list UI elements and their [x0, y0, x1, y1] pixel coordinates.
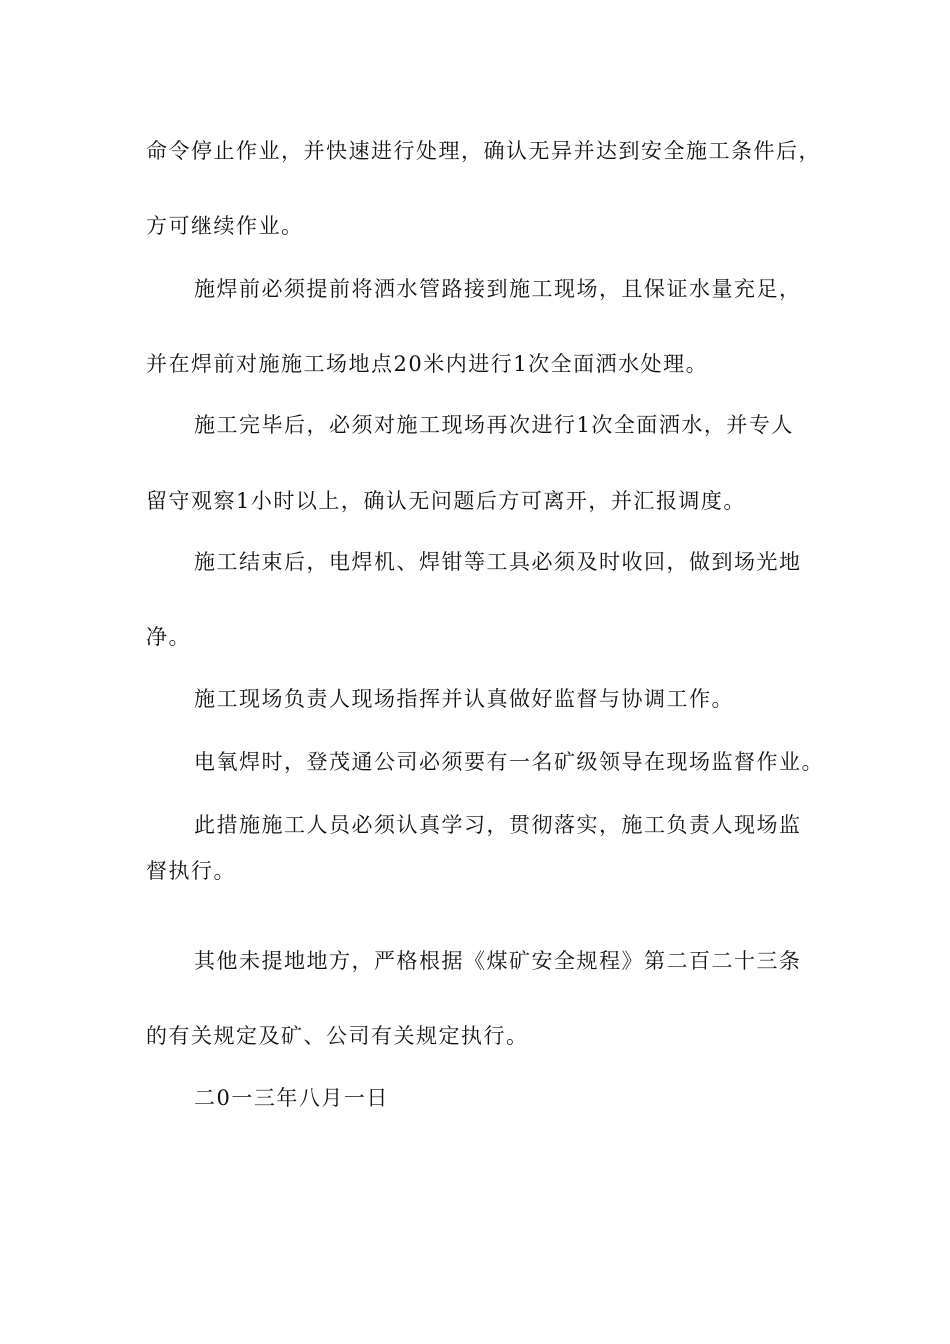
text-line: 净。	[146, 625, 191, 649]
text-line: 并在焊前对施施工场地点20米内进行1次全面洒水处理。	[146, 352, 709, 376]
text-line: 方可继续作业。	[146, 214, 304, 238]
text-line: 留守观察1小时以上，确认无问题后方可离开，并汇报调度。	[146, 489, 746, 513]
paragraph-start: 此措施施工人员必须认真学习，贯彻落实，施工负责人现场监	[194, 813, 802, 837]
text-line: 的有关规定及矿、公司有关规定执行。	[146, 1024, 529, 1048]
paragraph-start: 施焊前必须提前将洒水管路接到施工现场，且保证水量充足，	[194, 277, 802, 301]
text-line: 督执行。	[146, 859, 236, 883]
paragraph-start: 施工完毕后，必须对施工现场再次进行1次全面洒水，并专人	[194, 413, 794, 437]
paragraph-start: 电氧焊时，登茂通公司必须要有一名矿级领导在现场监督作业。	[194, 750, 824, 774]
document-date: 二0一三年八月一日	[194, 1086, 389, 1110]
text-line: 命令停止作业，并快速进行处理，确认无异并达到安全施工条件后，	[146, 139, 821, 163]
paragraph-start: 施工现场负责人现场指挥并认真做好监督与协调工作。	[194, 687, 734, 711]
paragraph-start: 其他未提地地方，严格根据《煤矿安全规程》第二百二十三条	[194, 949, 802, 973]
paragraph-start: 施工结束后，电焊机、焊钳等工具必须及时收回，做到场光地	[194, 550, 802, 574]
